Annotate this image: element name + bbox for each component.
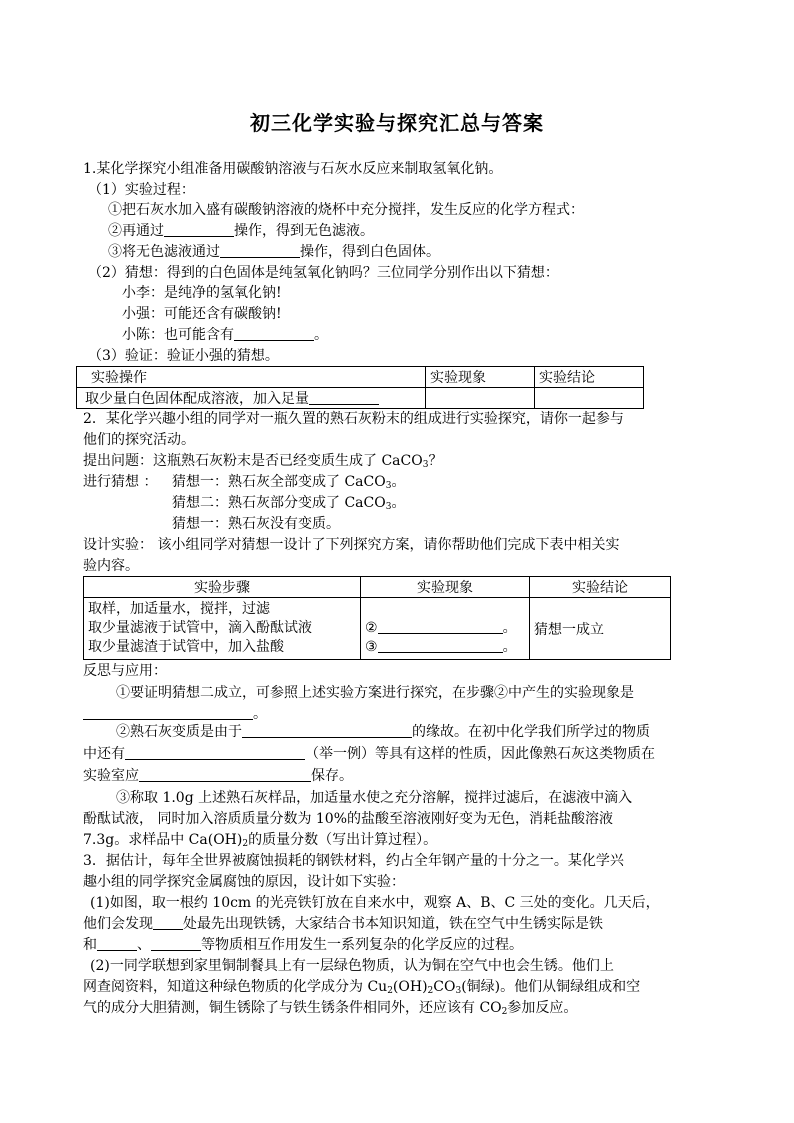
q2-question: 提出问题：这瓶熟石灰粉末是否已经变质生成了 CaCO$_3$？: [83, 453, 443, 470]
q2-reflect7: 7.3g。求样品中 $Ca(OH)_2$的质量分数（写出计算过程）。: [83, 832, 438, 849]
q1-table: [76, 366, 644, 409]
q2-reflect1-end: 。: [253, 706, 267, 722]
q3-line2: 趣小组的同学探究金属腐蚀的原因，设计如下实验：: [83, 874, 405, 890]
q1-guess-chen: [122, 326, 328, 345]
q1-guess-li: 小李：是纯净的氢氧化钠!: [122, 285, 282, 301]
q1-part2-heading: （2）猜想：得到的白色固体是纯氢氧化钠吗？三位同学分别作出以下猜想：: [88, 265, 559, 281]
q1-step3-post: 操作，得到白色固体。: [300, 244, 440, 260]
q1-step2: [108, 222, 374, 241]
q2-td-steps: [84, 598, 361, 660]
q2-th-conclusion: 实验结论: [530, 577, 671, 598]
q3-line7-mid2: CO: [433, 979, 456, 995]
q2-design-line2: 验内容。: [83, 558, 139, 574]
q2-design-line1: 设计实验： 该小组同学对猜想一设计了下列探究方案，请你帮助他们完成下表中相关实: [83, 537, 620, 553]
q3-line8-pre: 气的成分大胆猜测，铜生锈除了与铁生锈条件相同外，还应该有 CO: [83, 1000, 502, 1016]
q1-step2-pre: ②再通过: [108, 223, 164, 239]
answer-blank[interactable]: [309, 390, 379, 405]
q2-th-phenomenon: 实验现象: [361, 577, 530, 598]
q2-reflect2: [116, 723, 650, 742]
q1-td-operation: [77, 388, 426, 409]
q2-reflect4-post: 保存。: [311, 768, 353, 784]
q2-guess2-pre: 猜想二：熟石灰部分变成了 CaCO: [172, 495, 386, 511]
q1-operation-text: 取少量白色固体配成溶液，加入足量: [85, 391, 309, 407]
q2-step2: 取少量滤液于试管中，滴入酚酞试液: [88, 620, 312, 636]
q2-guess1-post: 。: [391, 474, 406, 490]
q2-reflect1-answer: [83, 705, 267, 724]
q2-table: [83, 576, 671, 660]
answer-blank[interactable]: [151, 936, 201, 951]
q1-td-conclusion[interactable]: [535, 388, 644, 409]
q2-obs2-mark: ②: [365, 620, 378, 636]
q1-step3: [108, 243, 440, 262]
q1-chen-post: 。: [314, 327, 328, 343]
answer-blank[interactable]: [378, 638, 503, 653]
answer-blank[interactable]: [378, 619, 503, 634]
q2-th-steps: 实验步骤: [84, 577, 361, 598]
q2-obs3-end: 。: [502, 639, 517, 655]
q2-reflect7-pre: 7.3g。求样品中 Ca(OH): [83, 832, 243, 848]
q2-step3: 取少量滤渣于试管中，加入盐酸: [88, 639, 284, 655]
q2-guess-label: 进行猜想 ：: [83, 474, 158, 490]
q2-reflect4: [83, 767, 353, 786]
q3-line5-mid: 、: [137, 937, 151, 953]
q3-line7-post: (铜绿)。他们从铜绿组成和空: [461, 979, 641, 995]
q3-line6: (2)一同学联想到家里铜制餐具上有一层绿色物质，认为铜在空气中也会生锈。他们上: [90, 958, 614, 974]
q2-guess1: 猜想一：熟石灰全部变成了 CaCO$_3$。: [172, 474, 406, 491]
q3-line8-post: 参加反应。: [507, 1000, 578, 1016]
q2-obs3-mark: ③: [365, 639, 378, 655]
q3-line3: (1)如图，取一根约 10cm 的光亮铁钉放在自来水中，观察 A、B、C 三处的变化。几天后，: [90, 895, 660, 911]
q2-obs2: [365, 619, 525, 638]
q1-chen-pre: 小陈：也可能含有: [122, 327, 234, 343]
q1-td-phenomenon[interactable]: [426, 388, 535, 409]
q2-intro-line1: 2．某化学兴趣小组的同学对一瓶久置的熟石灰粉末的组成进行实验探究，请你一起参与: [83, 411, 624, 427]
q3-line7-mid1: (OH): [392, 979, 428, 995]
q1-th-phenomenon: 实验现象: [426, 367, 535, 388]
q2-guess1-pre: 猜想一：熟石灰全部变成了 CaCO: [172, 474, 386, 490]
q2-question-pre: 提出问题：这瓶熟石灰粉末是否已经变质生成了 CaCO: [83, 453, 423, 469]
q2-td-phenomenon: [361, 598, 530, 660]
q2-td-conclusion: 猜想一成立: [530, 598, 671, 660]
q2-reflect6: 酚酞试液， 同时加入溶质质量分数为 10%的盐酸至溶液刚好变为无色，消耗盐酸溶液: [83, 811, 614, 827]
q2-reflect1: ①要证明猜想二成立，可参照上述实验方案进行探究，在步骤②中产生的实验现象是: [116, 685, 634, 701]
q1-step1: ①把石灰水加入盛有碳酸钠溶液的烧杯中充分搅拌，发生反应的化学方程式：: [108, 202, 584, 218]
q3-line1: 3．据估计，每年全世界被腐蚀损耗的钢铁材料，约占全年钢产量的十分之一。某化学兴: [83, 853, 624, 869]
answer-blank[interactable]: [242, 723, 412, 738]
q2-reflect5: ③称取 1.0g 上述熟石灰样品，加适量水使之充分溶解，搅拌过滤后，在滤液中滴入: [116, 790, 633, 806]
q3-line7-pre: 网查阅资料，知道这种绿色物质的化学成分为 Cu: [83, 979, 388, 995]
q2-reflect3-pre: 中还有: [83, 746, 125, 762]
q2-reflect-heading: 反思与应用：: [83, 663, 167, 679]
q2-reflect7-post: 的质量分数（写出计算过程）。: [248, 832, 438, 848]
q3-line4-post: 处最先出现铁锈，大家结合书本知识知道，铁在空气中生锈实际是铁: [183, 916, 603, 932]
answer-blank[interactable]: [83, 705, 253, 720]
q2-intro-line2: 他们的探究活动。: [83, 432, 195, 448]
q1-part3-heading: （3）验证：验证小强的猜想。: [88, 348, 279, 364]
q2-obs3: [365, 638, 525, 657]
q3-line8: 气的成分大胆猜测，铜生锈除了与铁生锈条件相同外，还应该有 $CO_2$参加反应。: [83, 1000, 578, 1017]
answer-blank[interactable]: [234, 326, 314, 341]
q2-step1: 取样，加适量水，搅拌，过滤: [88, 601, 270, 617]
q1-intro: 1.某化学探究小组准备用碳酸钠溶液与石灰水反应来制取氢氧化钠。: [83, 161, 503, 177]
answer-blank[interactable]: [153, 915, 183, 930]
answer-blank[interactable]: [97, 936, 137, 951]
q2-guess2-post: 。: [391, 495, 406, 511]
q3-line5-post: 等物质相互作用发生一系列复杂的化学反应的过程。: [201, 937, 523, 953]
q1-th-conclusion: 实验结论: [535, 367, 644, 388]
q3-line5-pre: 和: [83, 937, 97, 953]
q2-question-post: ？: [428, 453, 443, 469]
answer-blank[interactable]: [164, 222, 234, 237]
q2-reflect3-post: （举一例）等具有这样的性质，因此像熟石灰这类物质在: [305, 746, 655, 762]
q2-guess2: 猜想二：熟石灰部分变成了 CaCO$_3$。: [172, 495, 406, 512]
q2-obs2-end: 。: [502, 620, 517, 636]
q2-reflect4-pre: 实验室应: [83, 768, 139, 784]
q2-guess3: 猜想一：熟石灰没有变质。: [172, 516, 340, 532]
q3-line4-pre: 他们会发现: [83, 916, 153, 932]
q2-reflect2-post: 的缘故。在初中化学我们所学过的物质: [412, 724, 650, 740]
q3-line7: 网查阅资料，知道这种绿色物质的化学成分为 $Cu_2(OH)_2CO_3$(铜绿)。他们从铜绿组成和空: [83, 979, 641, 996]
q2-reflect3: [83, 745, 655, 764]
answer-blank[interactable]: [220, 243, 300, 258]
q1-guess-qiang: 小强：可能还含有碳酸钠!: [122, 306, 282, 322]
answer-blank[interactable]: [125, 745, 305, 760]
q1-step2-post: 操作，得到无色滤液。: [234, 223, 374, 239]
q2-reflect2-pre: ②熟石灰变质是由于: [116, 724, 242, 740]
q1-th-operation: 实验操作: [77, 367, 426, 388]
page-title: 初三化学实验与探究汇总与答案: [250, 111, 544, 135]
q1-step3-pre: ③将无色滤液通过: [108, 244, 220, 260]
q3-line5: [83, 936, 523, 955]
answer-blank[interactable]: [139, 767, 311, 782]
q3-line4: [83, 915, 603, 934]
q1-part1-heading: （1）实验过程：: [88, 182, 195, 198]
